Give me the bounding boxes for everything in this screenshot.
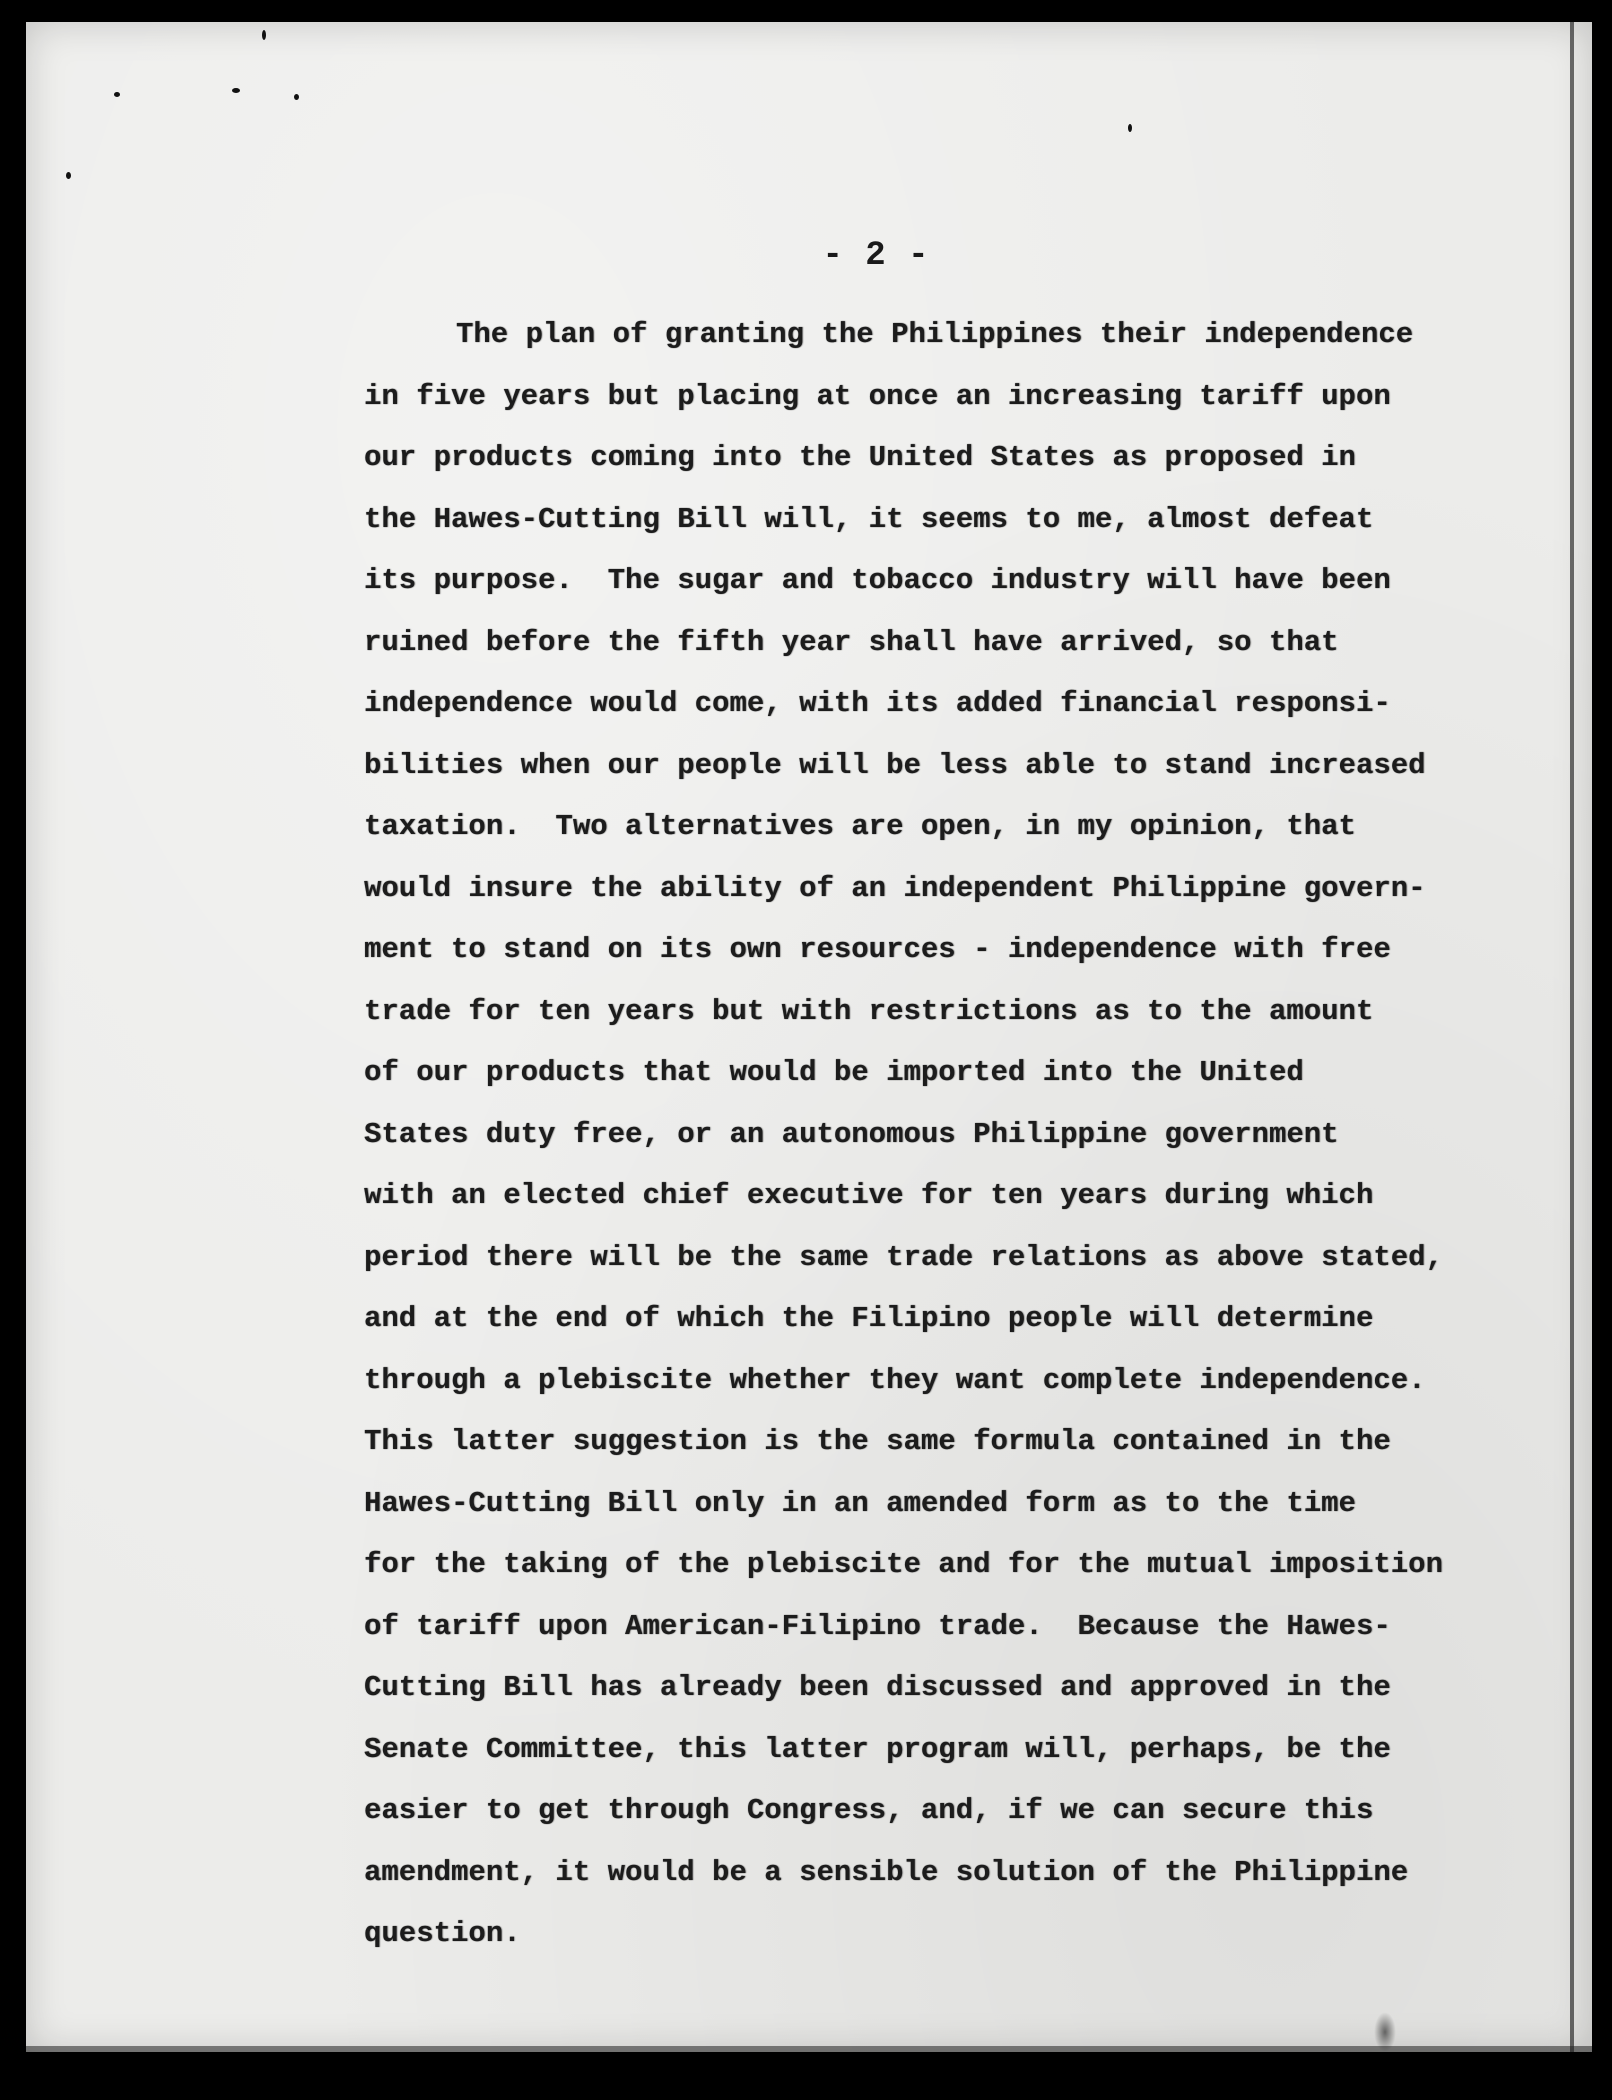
page-number: - 2 - bbox=[822, 237, 930, 275]
scan-smudge bbox=[1374, 2012, 1396, 2052]
text-line: question. bbox=[364, 1917, 521, 1950]
text-line: ment to stand on its own resources - independence with free bbox=[364, 933, 1391, 966]
text-line: of tariff upon American-Filipino trade. Because the Hawes- bbox=[364, 1609, 1391, 1643]
text-line: independence would come, with its added financial responsi- bbox=[364, 687, 1391, 720]
text-line: its purpose. The sugar and tobacco industry will have been bbox=[364, 564, 1391, 597]
text-line: The plan of granting the Philippines their independence bbox=[456, 318, 1414, 351]
text-line: would insure the ability of an independent Philippine govern- bbox=[364, 871, 1426, 905]
text-line: States duty free, or an autonomous Philippine government bbox=[364, 1117, 1339, 1151]
text-line: This latter suggestion is the same formula contained in the bbox=[364, 1425, 1391, 1458]
text-line: with an elected chief executive for ten years during which bbox=[364, 1179, 1374, 1212]
text-line: the Hawes-Cutting Bill will, it seems to me, almost defeat bbox=[364, 502, 1374, 536]
document-page bbox=[26, 22, 1592, 2052]
text-line: of our products that would be imported into the United bbox=[364, 1056, 1304, 1089]
scan-speck bbox=[262, 30, 266, 40]
scan-speck bbox=[66, 172, 71, 179]
text-line: our products coming into the United States as proposed in bbox=[364, 441, 1356, 474]
text-line: through a plebiscite whether they want complete independence. bbox=[364, 1363, 1426, 1397]
text-line: easier to get through Congress, and, if we can secure this bbox=[364, 1794, 1374, 1827]
body-paragraph bbox=[364, 304, 1574, 1965]
text-line: amendment, it would be a sensible solution of the Philippine bbox=[364, 1855, 1409, 1889]
scan-speck bbox=[114, 92, 120, 97]
text-line: Senate Committee, this latter program will, perhaps, be the bbox=[364, 1732, 1391, 1766]
text-line: Cutting Bill has already been discussed and approved in the bbox=[364, 1671, 1391, 1704]
scan-speck bbox=[294, 94, 299, 100]
text-line: ruined before the fifth year shall have arrived, so that bbox=[364, 625, 1339, 659]
text-line: trade for ten years but with restrictions as to the amount bbox=[364, 994, 1374, 1028]
text-line: for the taking of the plebiscite and for the mutual imposition bbox=[364, 1548, 1443, 1581]
text-line: and at the end of which the Filipino people will determine bbox=[364, 1302, 1374, 1335]
text-line: in five years but placing at once an increasing tariff upon bbox=[364, 379, 1391, 413]
scan-speck bbox=[232, 88, 240, 93]
page-bottom-edge bbox=[26, 2046, 1592, 2052]
scan-speck bbox=[1128, 124, 1132, 132]
text-line: period there will be the same trade relations as above stated, bbox=[364, 1240, 1443, 1274]
text-line: taxation. Two alternatives are open, in my opinion, that bbox=[364, 810, 1356, 843]
text-line: Hawes-Cutting Bill only in an amended form as to the time bbox=[364, 1486, 1356, 1520]
text-line: bilities when our people will be less able to stand increased bbox=[364, 748, 1426, 782]
